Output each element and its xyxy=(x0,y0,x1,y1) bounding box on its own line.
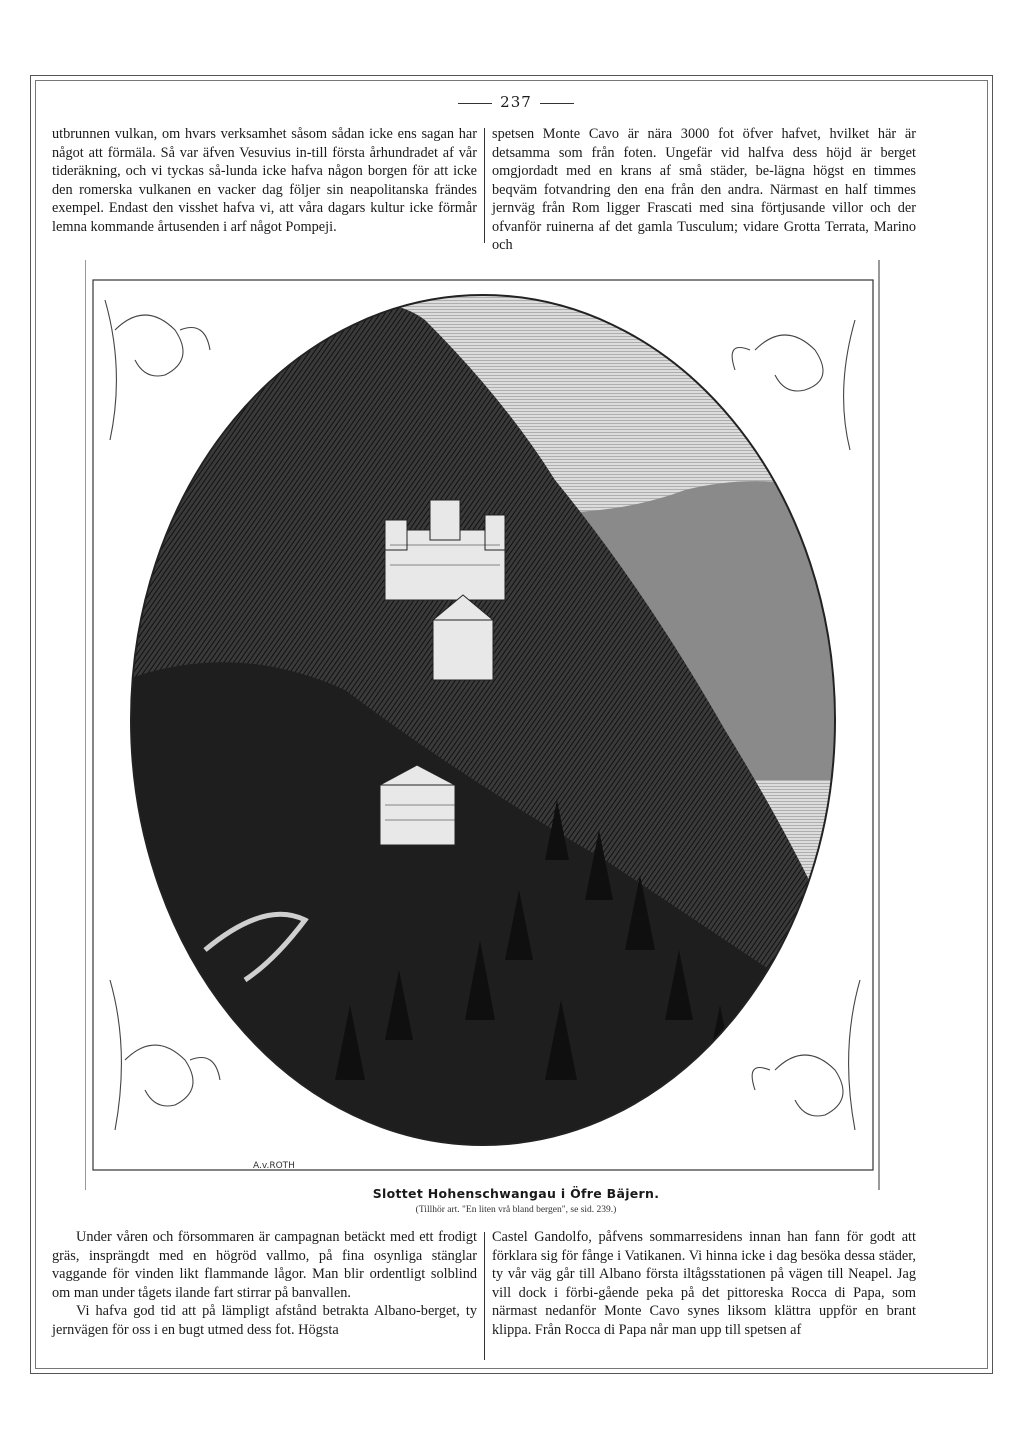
column-divider-bottom xyxy=(484,1232,485,1360)
text-column-top-left xyxy=(52,125,477,245)
paragraph: Castel Gandolfo, påfvens sommarresidens innan han fann för godt att förklara sig för fånge i Vatikanen. Vi hinna icke i dag besöka dessa städer, ty vår väg går till Albano första iltågsstationen på vägen till Neapel. Jag vill dock i förbi-gående peka på det pittoreska Rocca di Papa, som närmast nedanför Monte Cavo synes liksom klättra uppför en brant klippa. Från Rocca di Papa når man upp till spetsen af xyxy=(492,1229,916,1338)
text-column-bottom-right xyxy=(492,1228,916,1339)
page-number-text: 237 xyxy=(500,93,532,111)
illustration-note: (Tillhör art. "En liten vrå bland bergen", se sid. 239.) xyxy=(415,1205,617,1215)
page-number xyxy=(0,93,1032,111)
column-divider-top xyxy=(484,128,485,243)
swan-ornament-icon xyxy=(105,300,210,440)
illustration-hohenschwangau xyxy=(85,260,881,1190)
paragraph: utbrunnen vulkan, om hvars verksamhet såsom sådan icke ens sagan har något att förmäla. Så var äfven Vesuvius in-till första århundradet af vår tideräkning, och vi tyckas så-lunda icke hafva någon borgen för att icke den romerska vulkanen en vacker dag följer sin neapolitanska frändes exempel. Endast den visshet hafva vi, att våra dagars kultur icke förmår lemna kommande årtusenden i arf något Pompeji. xyxy=(52,126,477,235)
text-column-top-right xyxy=(492,125,916,253)
artist-signature: A.v.ROTH xyxy=(253,1161,295,1171)
illustration-caption: Slottet Hohenschwangau i Öfre Bäjern. xyxy=(372,1186,660,1201)
paragraph: Under våren och försommaren är campagnan betäckt med ett frodigt gräs, insprängdt med en högröd vallmo, på fina osynliga stänglar vaggande för vinden likt flammande lågor. Man blir ordentligt solblind om man under tågets ilande fart stirrar på banvallen. xyxy=(52,1229,477,1301)
paragraph: Vi hafva god tid att på lämpligt afstånd betrakta Albano-berget, ty jernvägen för oss i en bugt utmed dess fot. Högsta xyxy=(52,1303,477,1338)
text-column-bottom-left xyxy=(52,1228,477,1339)
paragraph: spetsen Monte Cavo är nära 3000 fot öfver hafvet, hvilket här är detsamma som från foten. Ungefär vid halfva dess höjd är berget omgjordadt med en krans af små städer, be-lägna högst en timmes beqväm fotvandring den ena från den andra. Närmast en half timmes jernväg från Rom ligger Frascati med sina förtjusande villor och der ofvanför ruinerna af det gamla Tusculum; vidare Grotta Terrata, Marino och xyxy=(492,126,916,253)
